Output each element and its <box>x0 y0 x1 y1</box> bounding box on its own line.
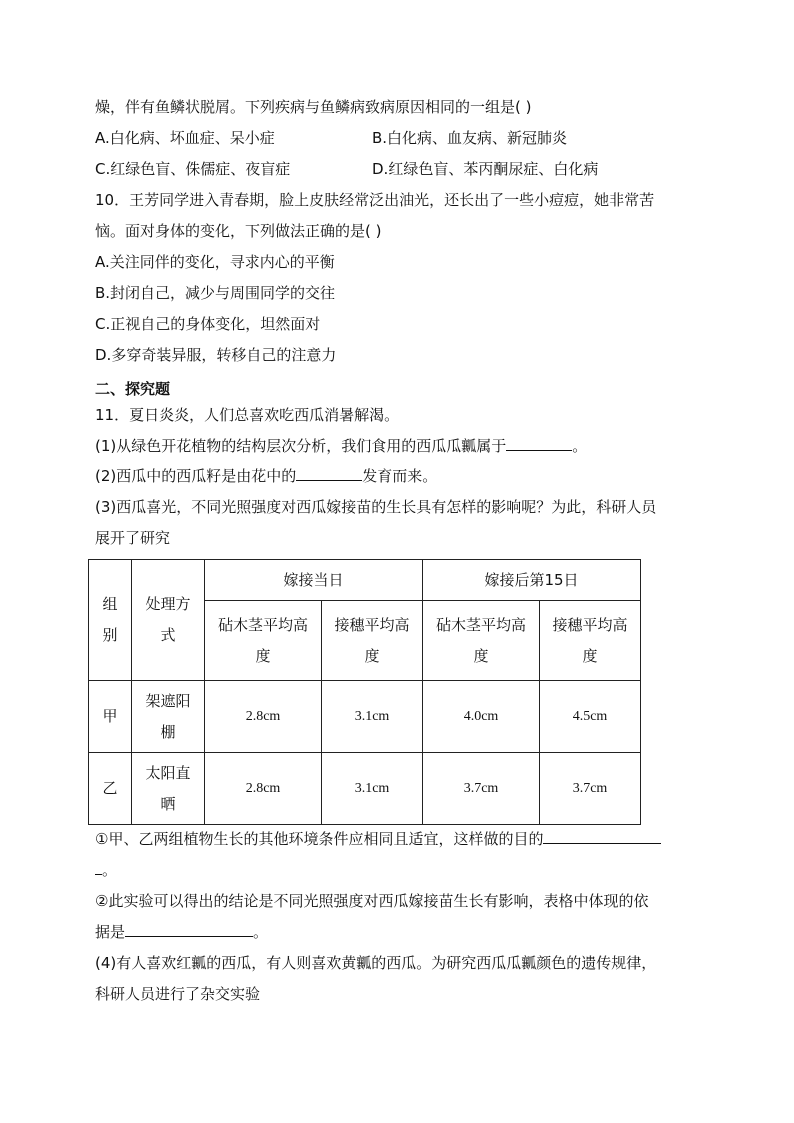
section-heading: 二、探究题 <box>95 380 171 398</box>
cell-method-l2: 棚 <box>160 722 176 741</box>
q11-part-3a-cont <box>95 860 117 880</box>
q11-part-2-text: (2)西瓜中的西瓜籽是由花中的 <box>95 467 297 485</box>
q9-option-c: C.红绿色盲、侏儒症、夜盲症 <box>95 160 291 178</box>
answer-blank[interactable] <box>296 466 362 481</box>
q11-part-3-line-1: (3)西瓜喜光，不同光照强度对西瓜嫁接苗的生长具有怎样的影响呢？为此，科研人员 <box>95 498 657 516</box>
q9-option-d: D.红绿色盲、苯丙酮尿症、白化病 <box>372 160 599 178</box>
question-10-line-2: 恼。面对身体的变化，下列做法正确的是( ) <box>95 222 382 240</box>
q11-part-3b-end: 。 <box>253 923 269 941</box>
cell-method-l1: 太阳直 <box>145 763 191 782</box>
q11-part-1-end: 。 <box>572 437 588 455</box>
header-scion-l1: 接穗平均高 <box>334 615 410 634</box>
q9-option-b: B.白化病、血友病、新冠肺炎 <box>372 129 568 147</box>
cell-method-l1: 架遮阳 <box>145 691 191 710</box>
cell-method <box>132 753 205 825</box>
cell-value: 4.0cm <box>423 681 540 753</box>
cell-value: 3.1cm <box>322 753 423 825</box>
q11-part-4-line-1: (4)有人喜欢红瓤的西瓜，有人则喜欢黄瓤的西瓜。为研究西瓜瓜瓤颜色的遗传规律， <box>95 954 657 972</box>
cell-value: 2.8cm <box>205 753 322 825</box>
cell-method <box>132 681 205 753</box>
q11-part-2 <box>95 466 437 486</box>
q10-option-b: B.封闭自己，减少与周围同学的交往 <box>95 284 336 302</box>
header-day0: 嫁接当日 <box>205 560 423 601</box>
q11-part-3a <box>95 829 661 849</box>
header-scion-l2: 度 <box>364 646 380 665</box>
header-scion-day0 <box>322 601 423 681</box>
answer-blank[interactable] <box>95 860 102 875</box>
header-day15: 嫁接后第15日 <box>423 560 641 601</box>
header-group <box>89 560 132 681</box>
cell-value: 4.5cm <box>540 681 641 753</box>
header-method-l1: 处理方 <box>145 595 191 613</box>
q11-part-1 <box>95 436 587 456</box>
q10-option-c: C.正视自己的身体变化，坦然面对 <box>95 315 321 333</box>
table-row <box>89 681 641 753</box>
cell-value: 3.1cm <box>322 681 423 753</box>
cell-method-l2: 晒 <box>160 794 176 813</box>
q11-part-3b-line-2 <box>95 922 268 942</box>
q10-option-a: A.关注同伴的变化，寻求内心的平衡 <box>95 253 335 271</box>
header-scion-l2: 度 <box>582 646 598 665</box>
cell-value: 3.7cm <box>540 753 641 825</box>
table-row <box>89 753 641 825</box>
q11-part-2-end: 发育而来。 <box>362 467 438 485</box>
header-method-l2: 式 <box>160 626 176 644</box>
question-9-stem: 燥，伴有鱼鳞状脱屑。下列疾病与鱼鳞病致病原因相同的一组是( ) <box>95 98 532 116</box>
header-rootstock-l1: 砧木茎平均高 <box>435 615 526 634</box>
q10-option-d: D.多穿奇装异服，转移自己的注意力 <box>95 346 337 364</box>
question-11-stem: 11．夏日炎炎，人们总喜欢吃西瓜消暑解渴。 <box>95 406 400 424</box>
header-rootstock-day0 <box>205 601 322 681</box>
q11-part-4-line-2: 科研人员进行了杂交实验 <box>95 985 261 1003</box>
q9-option-a: A.白化病、坏血症、呆小症 <box>95 129 275 147</box>
header-rootstock-l2: 度 <box>255 646 271 665</box>
cell-value: 3.7cm <box>423 753 540 825</box>
q11-part-3b-line-1: ②此实验可以得出的结论是不同光照强度对西瓜嫁接苗生长有影响，表格中体现的依 <box>95 892 649 910</box>
header-rootstock-l2: 度 <box>473 646 489 665</box>
q11-part-3a-text: ①甲、乙两组植物生长的其他环境条件应相同且适宜，这样做的目的 <box>95 830 544 848</box>
cell-group: 乙 <box>89 753 132 825</box>
header-scion-day15 <box>540 601 641 681</box>
q11-part-3a-end: 。 <box>102 861 118 879</box>
header-rootstock-l1: 砧木茎平均高 <box>217 615 308 634</box>
q11-part-3b-text: 据是 <box>95 923 126 941</box>
header-group-l2: 别 <box>102 626 118 644</box>
header-scion-l1: 接穗平均高 <box>552 615 628 634</box>
question-10-line-1: 10．王芳同学进入青春期，脸上皮肤经常泛出油光，还长出了一些小痘痘，她非常苦 <box>95 191 655 209</box>
q11-part-3-line-2: 展开了研究 <box>95 529 171 547</box>
cell-group: 甲 <box>89 681 132 753</box>
answer-blank[interactable] <box>543 829 661 844</box>
experiment-table <box>88 559 641 825</box>
header-method <box>132 560 205 681</box>
header-rootstock-day15 <box>423 601 540 681</box>
q11-part-1-text: (1)从绿色开花植物的结构层次分析，我们食用的西瓜瓜瓤属于 <box>95 437 507 455</box>
header-group-l1: 组 <box>102 595 118 613</box>
answer-blank[interactable] <box>125 922 253 937</box>
answer-blank[interactable] <box>506 436 572 451</box>
cell-value: 2.8cm <box>205 681 322 753</box>
